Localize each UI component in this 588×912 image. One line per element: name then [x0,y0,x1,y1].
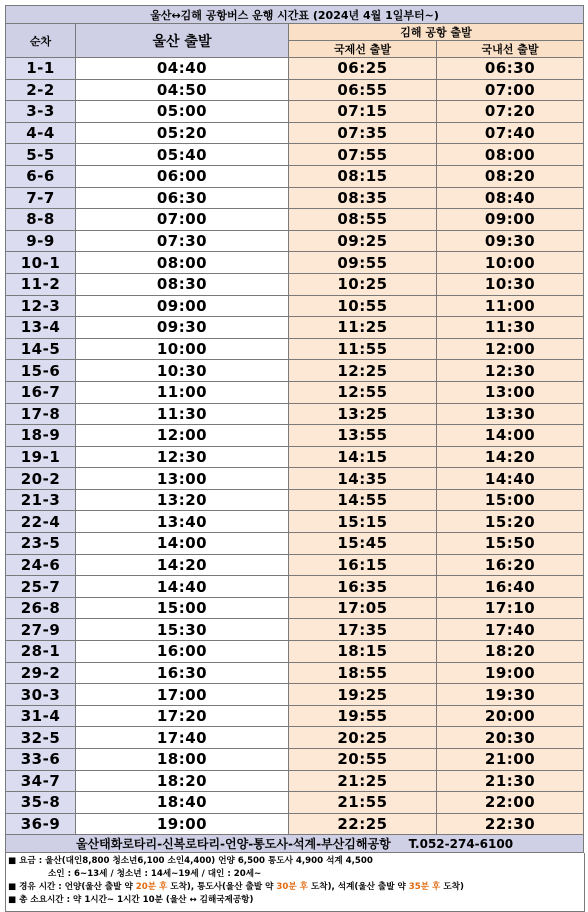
ulsan-time-cell: 12:00 [76,425,289,447]
dom-time-cell: 15:00 [437,489,584,511]
ulsan-time-cell: 18:20 [76,770,289,792]
dom-time-cell: 14:40 [437,468,584,490]
intl-time-cell: 19:55 [289,705,437,727]
table-row [6,554,584,576]
table-row [6,641,584,663]
notes-section [5,853,585,912]
seq-cell: 13-4 [6,317,76,339]
phone-number: T.052-274-6100 [408,837,514,852]
table-row [6,381,584,403]
ulsan-time-cell: 04:50 [76,79,289,101]
ulsan-time-cell: 18:40 [76,792,289,814]
header-dom-depart: 국내선 출발 [437,41,584,58]
dom-time-cell: 16:40 [437,576,584,598]
intl-time-cell: 06:55 [289,79,437,101]
seq-cell: 17-8 [6,403,76,425]
table-row [6,684,584,706]
dom-time-cell: 17:40 [437,619,584,641]
ulsan-time-cell: 07:00 [76,209,289,231]
table-row [6,489,584,511]
seq-cell: 29-2 [6,662,76,684]
intl-time-cell: 20:55 [289,749,437,771]
intl-time-cell: 19:25 [289,684,437,706]
seq-cell: 35-8 [6,792,76,814]
table-row [6,705,584,727]
seq-cell: 22-4 [6,511,76,533]
ulsan-time-cell: 12:30 [76,446,289,468]
intl-time-cell: 07:15 [289,101,437,123]
table-row [6,727,584,749]
table-row [6,295,584,317]
dom-time-cell: 14:20 [437,446,584,468]
table-row [6,533,584,555]
dom-time-cell: 14:00 [437,425,584,447]
seq-cell: 28-1 [6,641,76,663]
ulsan-time-cell: 19:00 [76,813,289,835]
seq-cell: 7-7 [6,187,76,209]
dom-time-cell: 13:30 [437,403,584,425]
table-row [6,425,584,447]
seq-cell: 18-9 [6,425,76,447]
age-note: 소인 : 6~13세 / 청소년 : 14세~19세 / 대인 : 20세~ [48,869,262,880]
intl-time-cell: 21:25 [289,770,437,792]
timetable-body [6,58,584,835]
ulsan-time-cell: 09:00 [76,295,289,317]
intl-time-cell: 16:15 [289,554,437,576]
table-row [6,749,584,771]
route-bar [6,835,584,853]
table-row [6,403,584,425]
ulsan-time-cell: 10:00 [76,338,289,360]
intl-time-cell: 07:35 [289,122,437,144]
dom-time-cell: 20:30 [437,727,584,749]
ulsan-time-cell: 06:30 [76,187,289,209]
table-row [6,122,584,144]
dom-time-cell: 22:30 [437,813,584,835]
timetable [5,5,584,853]
ulsan-time-cell: 13:00 [76,468,289,490]
dom-time-cell: 10:00 [437,252,584,274]
dom-time-cell: 08:40 [437,187,584,209]
dom-time-cell: 06:30 [437,58,584,80]
dom-time-cell: 10:30 [437,273,584,295]
ulsan-time-cell: 05:20 [76,122,289,144]
ulsan-time-cell: 06:00 [76,165,289,187]
intl-time-cell: 17:05 [289,597,437,619]
dom-time-cell: 11:00 [437,295,584,317]
dom-time-cell: 15:50 [437,533,584,555]
intl-time-cell: 10:25 [289,273,437,295]
header-intl-depart: 국제선 출발 [289,41,437,58]
seq-cell: 12-3 [6,295,76,317]
intl-time-cell: 15:15 [289,511,437,533]
intl-time-cell: 21:55 [289,792,437,814]
intl-time-cell: 12:55 [289,381,437,403]
intl-time-cell: 09:25 [289,230,437,252]
dom-time-cell: 16:20 [437,554,584,576]
transit-highlight-3: 35분 후 [408,882,441,893]
table-row [6,273,584,295]
table-row [6,101,584,123]
dom-time-cell: 17:10 [437,597,584,619]
ulsan-time-cell: 16:30 [76,662,289,684]
dom-time-cell: 08:00 [437,144,584,166]
seq-cell: 16-7 [6,381,76,403]
table-row [6,792,584,814]
seq-cell: 9-9 [6,230,76,252]
seq-cell: 24-6 [6,554,76,576]
dom-time-cell: 07:40 [437,122,584,144]
table-row [6,468,584,490]
table-row [6,252,584,274]
intl-time-cell: 09:55 [289,252,437,274]
ulsan-time-cell: 08:30 [76,273,289,295]
ulsan-time-cell: 09:30 [76,317,289,339]
table-row [6,230,584,252]
ulsan-time-cell: 13:20 [76,489,289,511]
ulsan-time-cell: 04:40 [76,58,289,80]
seq-cell: 15-6 [6,360,76,382]
seq-cell: 21-3 [6,489,76,511]
ulsan-time-cell: 14:20 [76,554,289,576]
intl-time-cell: 14:35 [289,468,437,490]
dom-time-cell: 13:00 [437,381,584,403]
ulsan-time-cell: 11:00 [76,381,289,403]
seq-cell: 11-2 [6,273,76,295]
table-row [6,317,584,339]
seq-cell: 36-9 [6,813,76,835]
intl-time-cell: 17:35 [289,619,437,641]
dom-time-cell: 12:00 [437,338,584,360]
intl-time-cell: 18:15 [289,641,437,663]
seq-cell: 19-1 [6,446,76,468]
intl-time-cell: 08:35 [289,187,437,209]
intl-time-cell: 12:25 [289,360,437,382]
transit-text-4: 도착) [440,882,464,893]
seq-cell: 8-8 [6,209,76,231]
intl-time-cell: 08:55 [289,209,437,231]
ulsan-time-cell: 17:40 [76,727,289,749]
ulsan-time-cell: 13:40 [76,511,289,533]
table-row [6,144,584,166]
intl-time-cell: 10:55 [289,295,437,317]
intl-time-cell: 18:55 [289,662,437,684]
dom-time-cell: 15:20 [437,511,584,533]
intl-time-cell: 15:45 [289,533,437,555]
transit-text-2: 도착), 통도사(울산 출발 약 [167,882,277,893]
seq-cell: 23-5 [6,533,76,555]
seq-cell: 5-5 [6,144,76,166]
ulsan-time-cell: 14:00 [76,533,289,555]
seq-cell: 30-3 [6,684,76,706]
dom-time-cell: 21:30 [437,770,584,792]
dom-time-cell: 09:30 [437,230,584,252]
timetable-sheet [5,5,583,912]
intl-time-cell: 20:25 [289,727,437,749]
table-row [6,187,584,209]
seq-cell: 32-5 [6,727,76,749]
ulsan-time-cell: 14:40 [76,576,289,598]
intl-time-cell: 06:25 [289,58,437,80]
ulsan-time-cell: 15:30 [76,619,289,641]
dom-time-cell: 22:00 [437,792,584,814]
header-ulsan-depart: 울산 출발 [76,24,289,58]
header-seq: 순차 [6,24,76,58]
table-row [6,360,584,382]
dom-time-cell: 07:00 [437,79,584,101]
transit-text-3: 도착), 석계(울산 출발 약 [307,882,409,893]
seq-cell: 10-1 [6,252,76,274]
intl-time-cell: 07:55 [289,144,437,166]
dom-time-cell: 21:00 [437,749,584,771]
table-row [6,770,584,792]
intl-time-cell: 14:15 [289,446,437,468]
dom-time-cell: 07:20 [437,101,584,123]
table-row [6,511,584,533]
dom-time-cell: 08:20 [437,165,584,187]
ulsan-time-cell: 17:20 [76,705,289,727]
table-row [6,813,584,835]
seq-cell: 1-1 [6,58,76,80]
intl-time-cell: 11:25 [289,317,437,339]
seq-cell: 6-6 [6,165,76,187]
transit-highlight-2: 30분 후 [276,882,308,893]
dom-time-cell: 18:20 [437,641,584,663]
table-row [6,209,584,231]
seq-cell: 3-3 [6,101,76,123]
intl-time-cell: 22:25 [289,813,437,835]
seq-cell: 20-2 [6,468,76,490]
seq-cell: 2-2 [6,79,76,101]
page-title: 울산↔김해 공항버스 운행 시간표 (2024년 4월 1일부터~) [6,6,584,24]
route-stops: 울산태화로타리-신복로타리-언양-통도사-석계-부산김해공항 [75,837,391,852]
ulsan-time-cell: 17:00 [76,684,289,706]
seq-cell: 25-7 [6,576,76,598]
transit-highlight-1: 20분 후 [135,882,168,893]
table-row [6,576,584,598]
seq-cell: 27-9 [6,619,76,641]
dom-time-cell: 09:00 [437,209,584,231]
intl-time-cell: 13:25 [289,403,437,425]
dom-time-cell: 12:30 [437,360,584,382]
table-row [6,597,584,619]
intl-time-cell: 08:15 [289,165,437,187]
ulsan-time-cell: 18:00 [76,749,289,771]
dom-time-cell: 11:30 [437,317,584,339]
table-row [6,619,584,641]
dom-time-cell: 20:00 [437,705,584,727]
table-row [6,446,584,468]
intl-time-cell: 11:55 [289,338,437,360]
table-row [6,338,584,360]
ulsan-time-cell: 11:30 [76,403,289,425]
seq-cell: 14-5 [6,338,76,360]
seq-cell: 33-6 [6,749,76,771]
ulsan-time-cell: 08:00 [76,252,289,274]
ulsan-time-cell: 07:30 [76,230,289,252]
dom-time-cell: 19:30 [437,684,584,706]
intl-time-cell: 16:35 [289,576,437,598]
duration-note: ■ 총 소요시간 : 약 1시간~ 1시간 10분 (울산 ↔ 김해국제공항) [8,895,254,906]
seq-cell: 26-8 [6,597,76,619]
table-row [6,165,584,187]
table-row [6,58,584,80]
ulsan-time-cell: 16:00 [76,641,289,663]
dom-time-cell: 19:00 [437,662,584,684]
seq-cell: 34-7 [6,770,76,792]
ulsan-time-cell: 15:00 [76,597,289,619]
seq-cell: 31-4 [6,705,76,727]
intl-time-cell: 14:55 [289,489,437,511]
table-row [6,662,584,684]
intl-time-cell: 13:55 [289,425,437,447]
transit-note [8,881,584,894]
ulsan-time-cell: 05:00 [76,101,289,123]
ulsan-time-cell: 05:40 [76,144,289,166]
ulsan-time-cell: 10:30 [76,360,289,382]
seq-cell: 4-4 [6,122,76,144]
header-gimhae-depart: 김해 공항 출발 [289,24,584,41]
fare-note: ■ 요금 : 울산(대인8,800 청소년6,100 소인4,400) 언양 6,500 통도사 4,900 석계 4,500 [8,856,373,867]
transit-text-1: ■ 경유 시간 : 언양(울산 출발 약 [8,882,136,893]
table-row [6,79,584,101]
